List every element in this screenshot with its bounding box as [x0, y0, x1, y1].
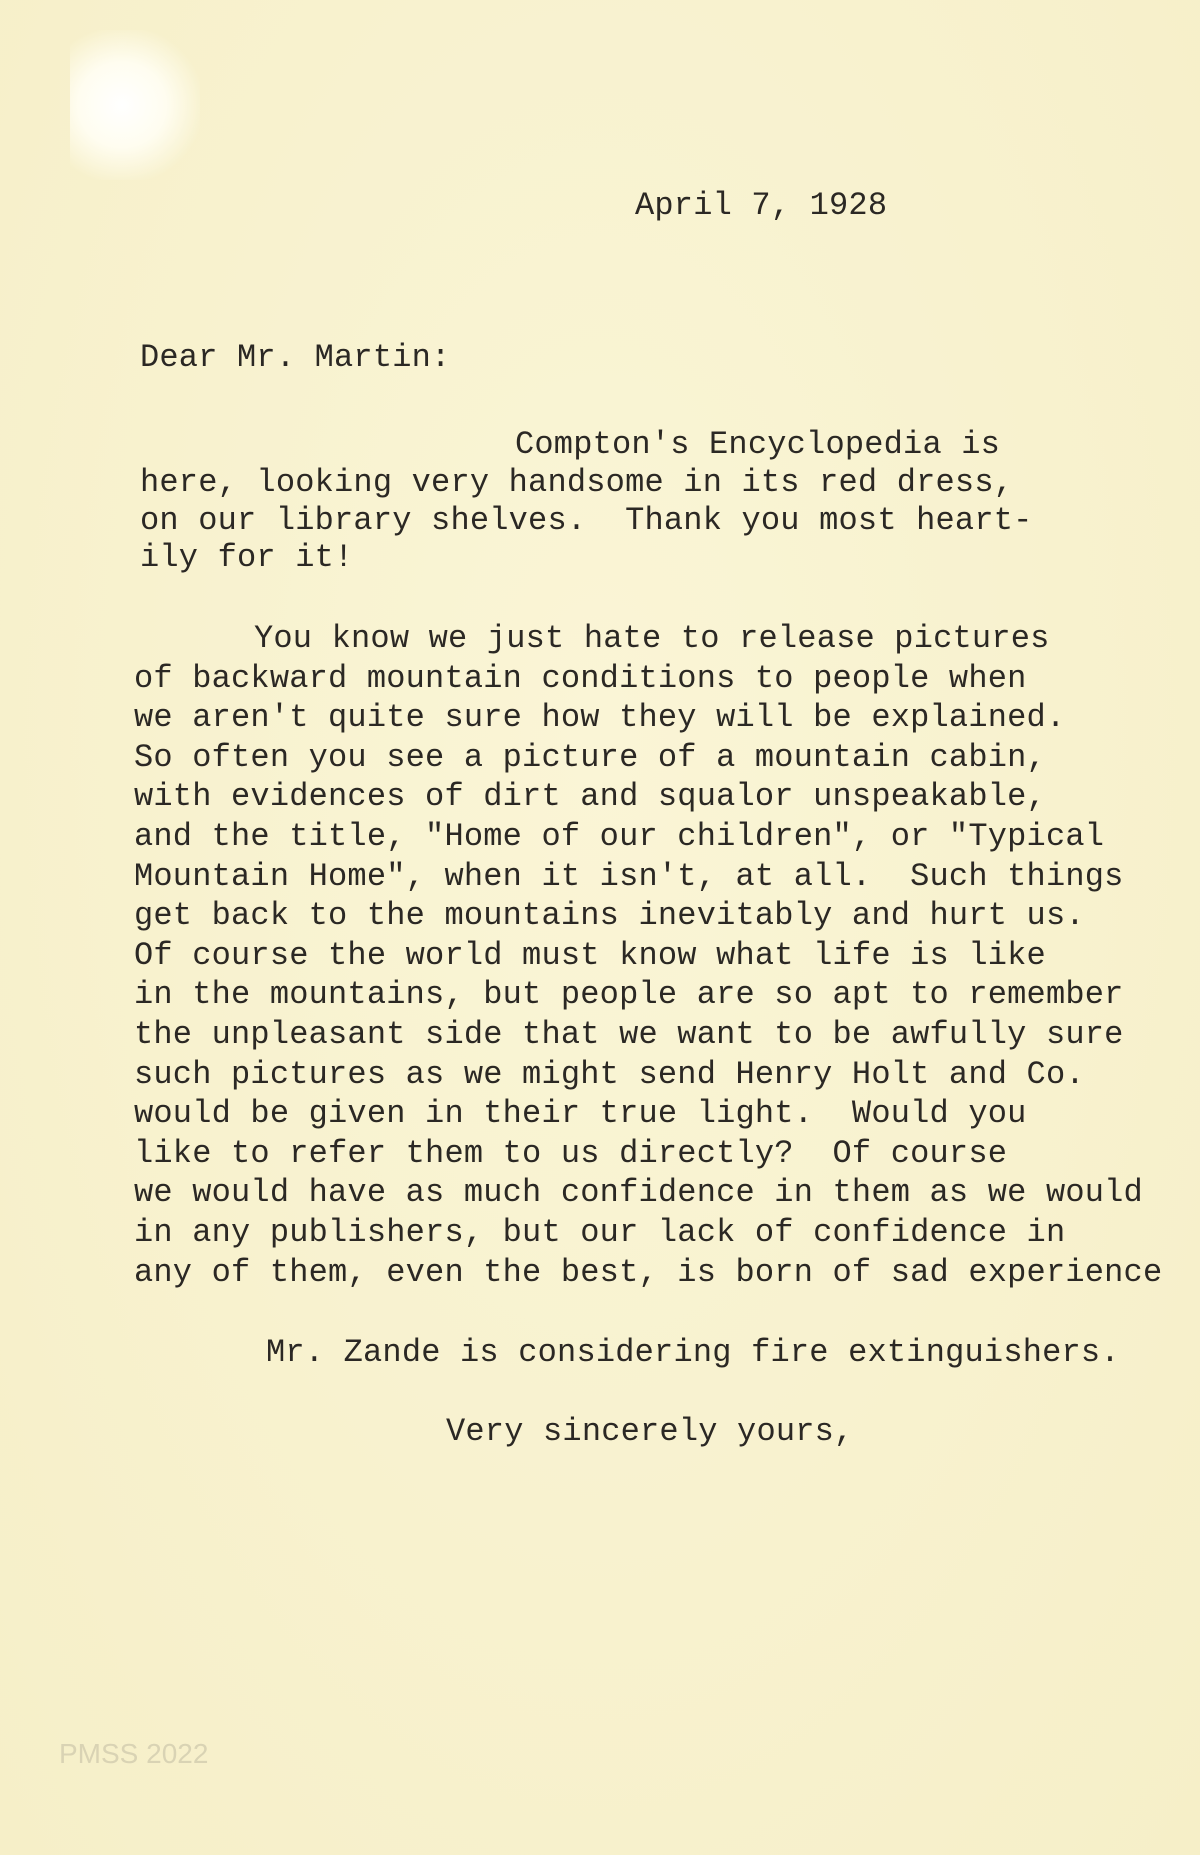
salutation: Dear Mr. Martin: — [140, 339, 451, 376]
text-line: on our library shelves. Thank you most heart- — [140, 502, 1033, 539]
text-line: like to refer them to us directly? Of course — [134, 1134, 1008, 1172]
text-line: get back to the mountains inevitably and hurt us. — [134, 897, 1085, 935]
text-line: of backward mountain conditions to people when — [134, 659, 1027, 697]
text-line: the unpleasant side that we want to be awfully sure — [134, 1016, 1124, 1053]
text-line: Compton's Encyclopedia is — [515, 426, 1001, 463]
text-line: So often you see a picture of a mountain cabin, — [134, 738, 1046, 776]
text-line: any of them, even the best, is born of sad experience — [134, 1253, 1163, 1291]
text-line: with evidences of dirt and squalor unspeakable, — [134, 778, 1046, 816]
text-line: would be given in their true light. Would you — [134, 1095, 1027, 1133]
letter-date: April 7, 1928 — [635, 187, 888, 224]
text-line: You know we just hate to release pictures — [254, 620, 1050, 657]
text-line: we aren't quite sure how they will be explained. — [134, 699, 1066, 737]
text-line: Mountain Home", when it isn't, at all. Such things — [134, 857, 1124, 895]
text-line: in any publishers, but our lack of confidence in — [134, 1214, 1066, 1251]
text-line: we would have as much confidence in them as we would — [134, 1174, 1143, 1212]
text-line: and the title, "Home of our children", or "Typical — [134, 818, 1105, 855]
closing: Very sincerely yours, — [446, 1413, 854, 1450]
text-line: Of course the world must know what life is like — [134, 936, 1046, 974]
paragraph-3: Mr. Zande is considering fire extinguishers. — [266, 1334, 1120, 1371]
text-line: ily for it! — [140, 539, 354, 576]
light-glare — [70, 30, 200, 180]
text-line: in the mountains, but people are so apt to remember — [134, 976, 1124, 1014]
watermark: PMSS 2022 — [59, 1738, 209, 1769]
text-line: here, looking very handsome in its red dress, — [140, 464, 1014, 501]
text-line: such pictures as we might send Henry Holt and Co. — [134, 1055, 1085, 1093]
